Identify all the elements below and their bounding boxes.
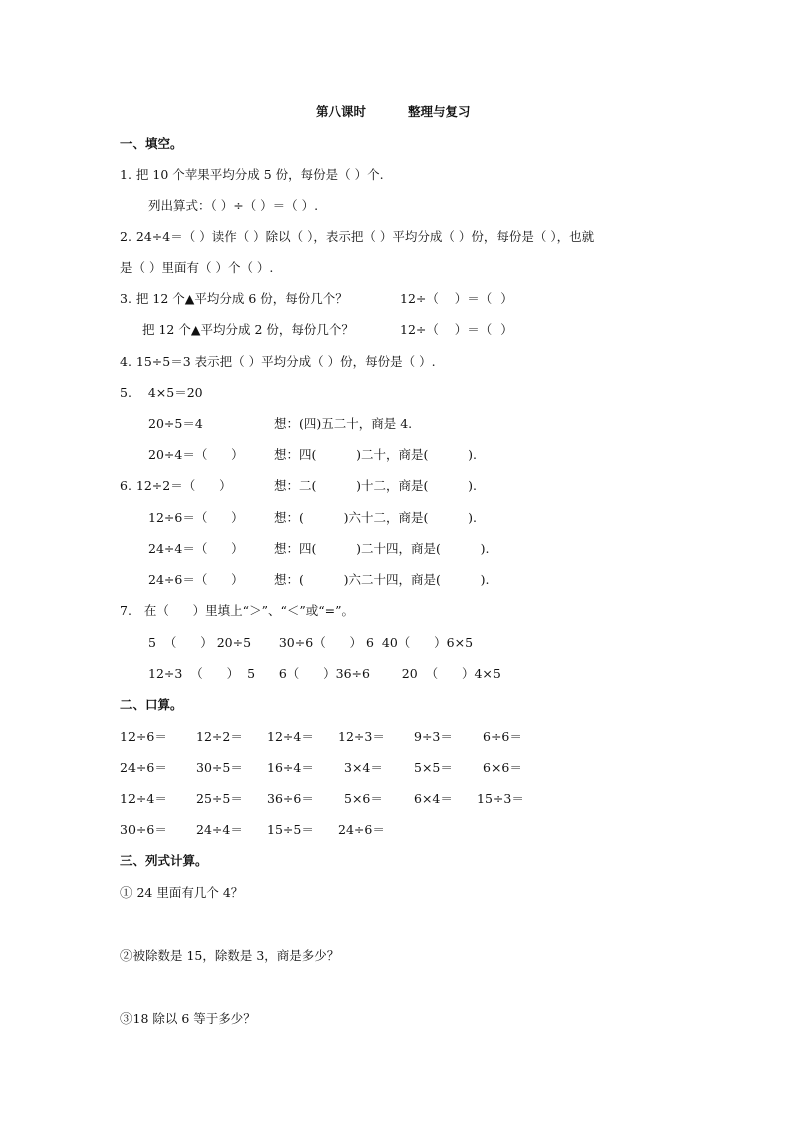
mental-math-item: 24÷4＝: [196, 822, 243, 837]
q3-line2-eq: 12÷（ ）＝（ ）: [400, 322, 513, 337]
mental-math-item: 12÷4＝: [120, 791, 167, 806]
mental-math-item: 5×6＝: [344, 791, 383, 806]
q5-head: 5. 4×5＝20: [120, 385, 203, 400]
mental-math-item: 9÷3＝: [414, 729, 453, 744]
calc-item: ②被除数是 15，除数是 3，商是多少？: [120, 948, 340, 963]
mental-math-item: 15÷3＝: [477, 791, 524, 806]
q5-row-think: 想：(四)五二十，商是 4.: [274, 416, 413, 431]
q6-row-eq: 24÷6＝（ ）: [148, 572, 244, 587]
q3-line2-text: 把 12 个▲平均分成 2 份，每份几个？: [142, 322, 354, 337]
q6-row-eq: 6. 12÷2＝（ ）: [120, 478, 232, 493]
q6-row-think: 想：二( )十二，商是( ).: [274, 478, 477, 493]
topic-title: 整理与复习: [408, 104, 471, 119]
q6-row-think: 想：( )六十二，商是( ).: [274, 510, 477, 525]
mental-math-item: 5×5＝: [414, 760, 453, 775]
calc-item: ① 24 里面有几个 4？: [120, 885, 244, 900]
mental-math-item: 25÷5＝: [196, 791, 243, 806]
mental-math-item: 24÷6＝: [120, 760, 167, 775]
calc-item: ③18 除以 6 等于多少？: [120, 1011, 256, 1026]
q6-row-eq: 12÷6＝（ ）: [148, 510, 244, 525]
mental-math-item: 36÷6＝: [267, 791, 314, 806]
lesson-title: 第八课时: [316, 104, 367, 119]
mental-math-item: 12÷2＝: [196, 729, 243, 744]
q3-line1-eq: 12÷（ ）＝（ ）: [400, 291, 513, 306]
q1-line2: 列出算式：（ ）÷（ ）＝（ ）.: [148, 198, 319, 213]
section2-heading: 二、口算。: [120, 697, 183, 712]
mental-math-item: 12÷3＝: [338, 729, 385, 744]
mental-math-item: 6÷6＝: [483, 729, 522, 744]
mental-math-item: 3×4＝: [344, 760, 383, 775]
mental-math-item: 30÷6＝: [120, 822, 167, 837]
mental-math-item: 15÷5＝: [267, 822, 314, 837]
q7-row2: 12÷3 （ ） 5 6（ ）36÷6 20 （ ）4×5: [148, 666, 501, 681]
mental-math-item: 16÷4＝: [267, 760, 314, 775]
q5-row-eq: 20÷5＝4: [148, 416, 203, 431]
q1-line1: 1. 把 10 个苹果平均分成 5 份，每份是（ ）个.: [120, 167, 384, 182]
q6-row-eq: 24÷4＝（ ）: [148, 541, 244, 556]
q7-row1: 5 （ ） 20÷5 30÷6（ ） 6 40（ ）6×5: [148, 635, 474, 650]
q2-line1: 2. 24÷4＝（ ）读作（ ）除以（ ），表示把（ ）平均分成（ ）份，每份是（ ），也就: [120, 229, 595, 244]
mental-math-item: 12÷4＝: [267, 729, 314, 744]
mental-math-item: 12÷6＝: [120, 729, 167, 744]
q5-row-eq: 20÷4＝（ ）: [148, 447, 244, 462]
section1-heading: 一、填空。: [120, 136, 183, 151]
mental-math-item: 6×4＝: [414, 791, 453, 806]
q3-line1-text: 3. 把 12 个▲平均分成 6 份，每份几个？: [120, 291, 348, 306]
mental-math-item: 6×6＝: [483, 760, 522, 775]
mental-math-item: 24÷6＝: [338, 822, 385, 837]
q6-row-think: 想：四( )二十四，商是( ).: [274, 541, 490, 556]
q4-line: 4. 15÷5＝3 表示把（ ）平均分成（ ）份，每份是（ ）.: [120, 354, 436, 369]
section3-heading: 三、列式计算。: [120, 853, 208, 868]
q5-row-think: 想：四( )二十，商是( ).: [274, 447, 477, 462]
q7-head: 7. 在（ ）里填上“＞”、“＜”或“=”。: [120, 603, 355, 618]
q2-line2: 是（ ）里面有（ ）个（ ）.: [120, 260, 274, 275]
q6-row-think: 想：( )六二十四，商是( ).: [274, 572, 490, 587]
mental-math-item: 30÷5＝: [196, 760, 243, 775]
